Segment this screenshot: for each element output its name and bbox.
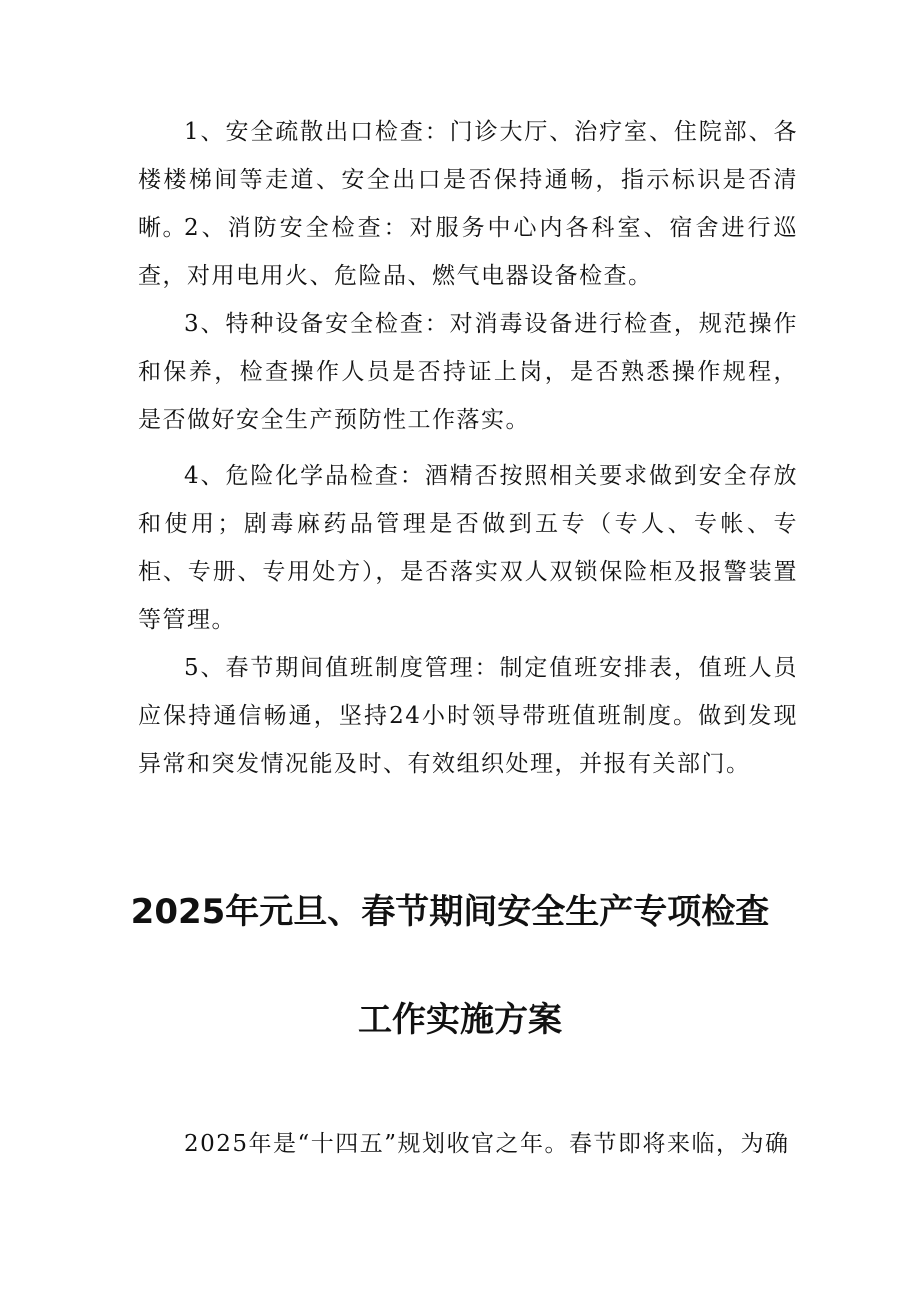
paragraph-fire-safety-check: 2、消防安全检查：对服务中心内各科室、宿舍进行巡查，对用电用火、危险品、燃气电器设备检查。 <box>138 215 798 289</box>
intro-paragraph: 2025年是“十四五”规划收官之年。春节即将来临，为确 <box>184 1131 790 1157</box>
paragraph-special-equipment-check: 3、特种设备安全检查：对消毒设备进行检查，规范操作和保养，检查操作人员是否持证上岗，是否熟悉操作规程，是否做好安全生产预防性工作落实。 <box>138 311 798 433</box>
document-title-line2: 工作实施方案 <box>358 1000 562 1040</box>
paragraph-duty-system: 5、春节期间值班制度管理：制定值班安排表，值班人员应保持通信畅通，坚持24小时领导带班值班制度。做到发现异常和突发情况能及时、有效组织处理，并报有关部门。 <box>138 655 798 777</box>
document-title-line1: 2025年元旦、春节期间安全生产专项检查 <box>130 892 770 932</box>
paragraph-hazardous-chemicals-check: 4、危险化学品检查：酒精否按照相关要求做到安全存放和使用；剧毒麻药品管理是否做到五专（专人、专帐、专柜、专册、专用处方），是否落实双人双锁保险柜及报警装置等管理。 <box>138 463 798 633</box>
paragraph-evacuation-check: 1、安全疏散出口检查：门诊大厅、治疗室、住院部、各楼楼梯间等走道、安全出口是否保持通畅，指示标识是否清晰。 <box>138 119 798 241</box>
